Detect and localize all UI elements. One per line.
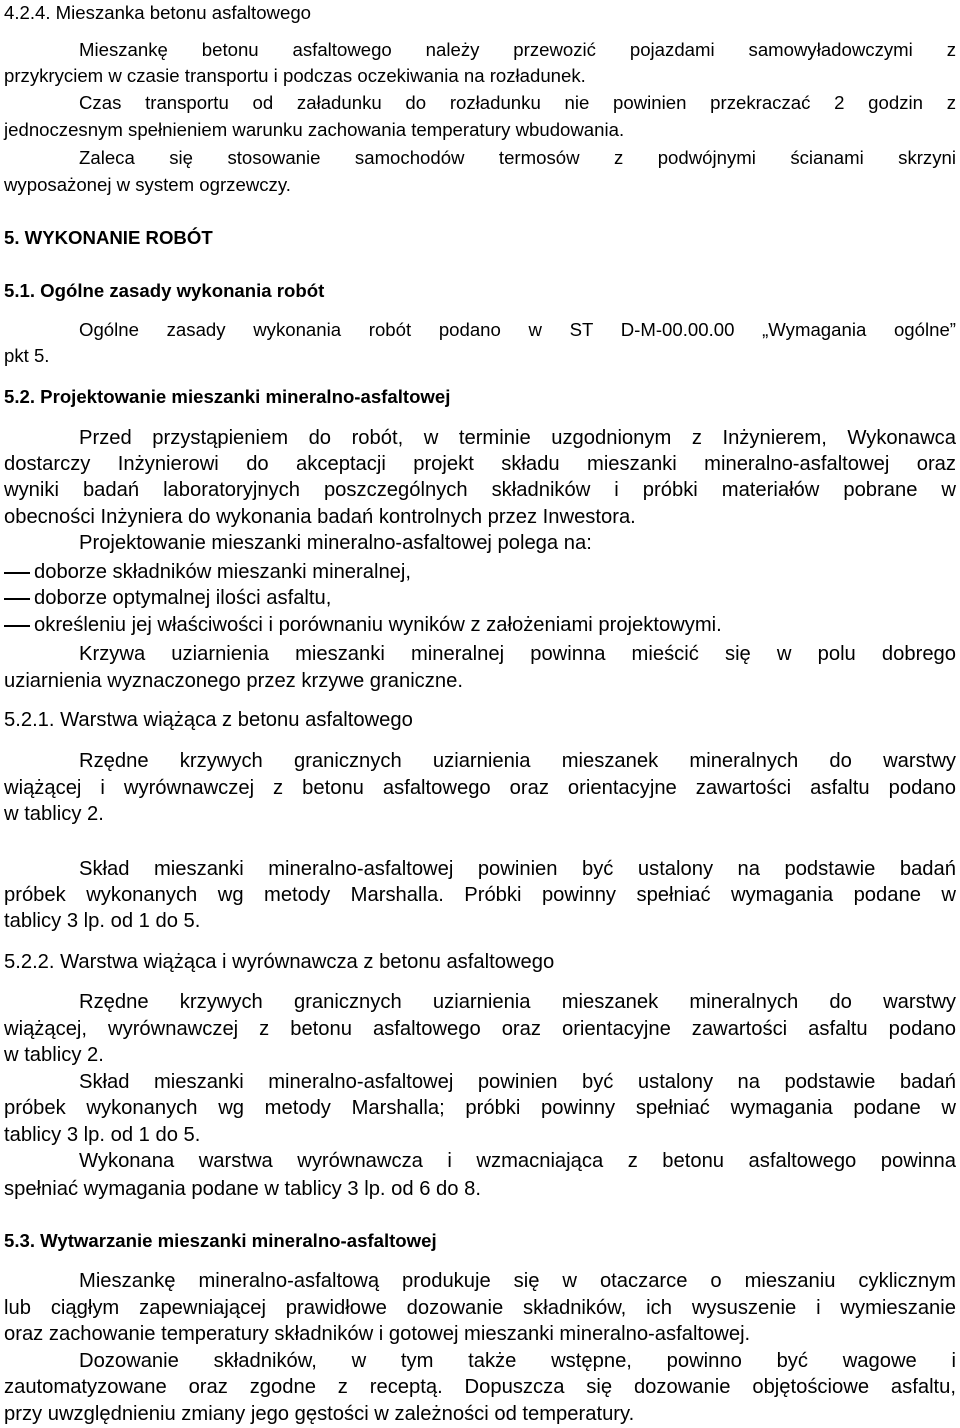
list-bullet-dash	[4, 572, 30, 574]
paragraph-line: uziarnienia wyznaczonego przez krzywe graniczne.	[4, 670, 463, 692]
paragraph-line: wiążącej i wyrównawczej z betonu asfaltowego oraz orientacyjne zawartości asfaltu podano	[4, 777, 956, 799]
paragraph-line: zautomatyzowane oraz zgodne z receptą. Dopuszcza się dozowanie objętościowe asfaltu,	[4, 1376, 956, 1398]
paragraph-line: Mieszankę betonu asfaltowego należy przewozić pojazdami samowyładowczymi z	[79, 39, 956, 60]
section-heading-5-2-2: 5.2.2. Warstwa wiążąca i wyrównawcza z betonu asfaltowego	[4, 951, 555, 973]
paragraph-line: obecności Inżyniera do wykonania badań kontrolnych przez Inwestora.	[4, 506, 636, 528]
paragraph-line: Skład mieszanki mineralno-asfaltowej powinien być ustalony na podstawie badań	[79, 1071, 956, 1093]
section-heading-5-1: 5.1. Ogólne zasady wykonania robót	[4, 280, 325, 301]
paragraph-line: oraz zachowanie temperatury składników i gotowej mieszanki mineralno-asfaltowej.	[4, 1323, 751, 1345]
paragraph-line: Przed przystąpieniem do robót, w terminie uzgodnionym z Inżynierem, Wykonawca	[79, 427, 956, 449]
paragraph-line: Projektowanie mieszanki mineralno-asfaltowej polega na:	[79, 532, 592, 554]
list-item: doborze optymalnej ilości asfaltu,	[34, 587, 332, 609]
paragraph-line: Czas transportu od załadunku do rozładunku nie powinien przekraczać 2 godzin z	[79, 92, 956, 113]
paragraph-line: Rzędne krzywych granicznych uziarnienia mieszanek mineralnych do warstwy	[79, 991, 956, 1013]
paragraph-line: Rzędne krzywych granicznych uziarnienia mieszanek mineralnych do warstwy	[79, 750, 956, 772]
paragraph-line: Wykonana warstwa wyrównawcza i wzmacniająca z betonu asfaltowego powinna	[79, 1150, 956, 1172]
paragraph-line: próbek wykonanych wg metody Marshalla; próbki powinny spełniać wymagania podane w	[4, 1097, 956, 1119]
section-heading-5: 5. WYKONANIE ROBÓT	[4, 227, 213, 248]
section-heading-5-2-1: 5.2.1. Warstwa wiążąca z betonu asfaltowego	[4, 709, 413, 731]
paragraph-line: Krzywa uziarnienia mieszanki mineralnej powinna mieścić się w polu dobrego	[79, 643, 956, 665]
paragraph-line: tablicy 3 lp. od 1 do 5.	[4, 910, 201, 932]
paragraph-line: w tablicy 2.	[4, 1044, 104, 1066]
paragraph-line: przykryciem w czasie transportu i podczas oczekiwania na rozładunek.	[4, 65, 586, 86]
list-bullet-dash	[4, 625, 30, 627]
paragraph-line: pkt 5.	[4, 345, 50, 366]
paragraph-line: wyposażonej w system ogrzewczy.	[4, 174, 291, 195]
paragraph-line: Ogólne zasady wykonania robót podano w ST D-M-00.00.00 „Wymagania ogólne”	[79, 319, 956, 340]
paragraph-line: lub ciągłym zapewniającej prawidłowe dozowanie składników, ich wysuszenie i wymieszanie	[4, 1297, 956, 1319]
section-heading-5-3: 5.3. Wytwarzanie mieszanki mineralno-asfaltowej	[4, 1230, 437, 1251]
list-bullet-dash	[4, 598, 30, 600]
paragraph-line: Mieszankę mineralno-asfaltową produkuje się w otaczarce o mieszaniu cyklicznym	[79, 1270, 956, 1292]
paragraph-line: próbek wykonanych wg metody Marshalla. Próbki powinny spełniać wymagania podane w	[4, 884, 956, 906]
list-item: określeniu jej właściwości i porównaniu wyników z założeniami projektowymi.	[34, 614, 722, 636]
paragraph-line: Zaleca się stosowanie samochodów termosów z podwójnymi ścianami skrzyni	[79, 147, 956, 168]
paragraph-line: Dozowanie składników, w tym także wstępne, powinno być wagowe i	[79, 1350, 956, 1372]
paragraph-line: dostarczy Inżynierowi do akceptacji projekt składu mieszanki mineralno-asfaltowej oraz	[4, 453, 956, 475]
section-heading-5-2: 5.2. Projektowanie mieszanki mineralno-asfaltowej	[4, 386, 451, 407]
paragraph-line: w tablicy 2.	[4, 803, 104, 825]
paragraph-line: spełniać wymagania podane w tablicy 3 lp. od 6 do 8.	[4, 1178, 481, 1200]
paragraph-line: jednoczesnym spełnieniem warunku zachowania temperatury wbudowania.	[4, 119, 625, 140]
section-heading-4-2-4: 4.2.4. Mieszanka betonu asfaltowego	[4, 2, 311, 23]
paragraph-line: tablicy 3 lp. od 1 do 5.	[4, 1124, 201, 1146]
list-item: doborze składników mieszanki mineralnej,	[34, 561, 412, 583]
paragraph-line: wyniki badań laboratoryjnych poszczególnych składników i próbki materiałów pobrane w	[4, 479, 956, 501]
paragraph-line: przy uwzględnieniu zmiany jego gęstości w zależności od temperatury.	[4, 1403, 635, 1425]
paragraph-line: wiążącej, wyrównawczej z betonu asfaltowego oraz orientacyjne zawartości asfaltu podano	[4, 1018, 956, 1040]
paragraph-line: Skład mieszanki mineralno-asfaltowej powinien być ustalony na podstawie badań	[79, 858, 956, 880]
